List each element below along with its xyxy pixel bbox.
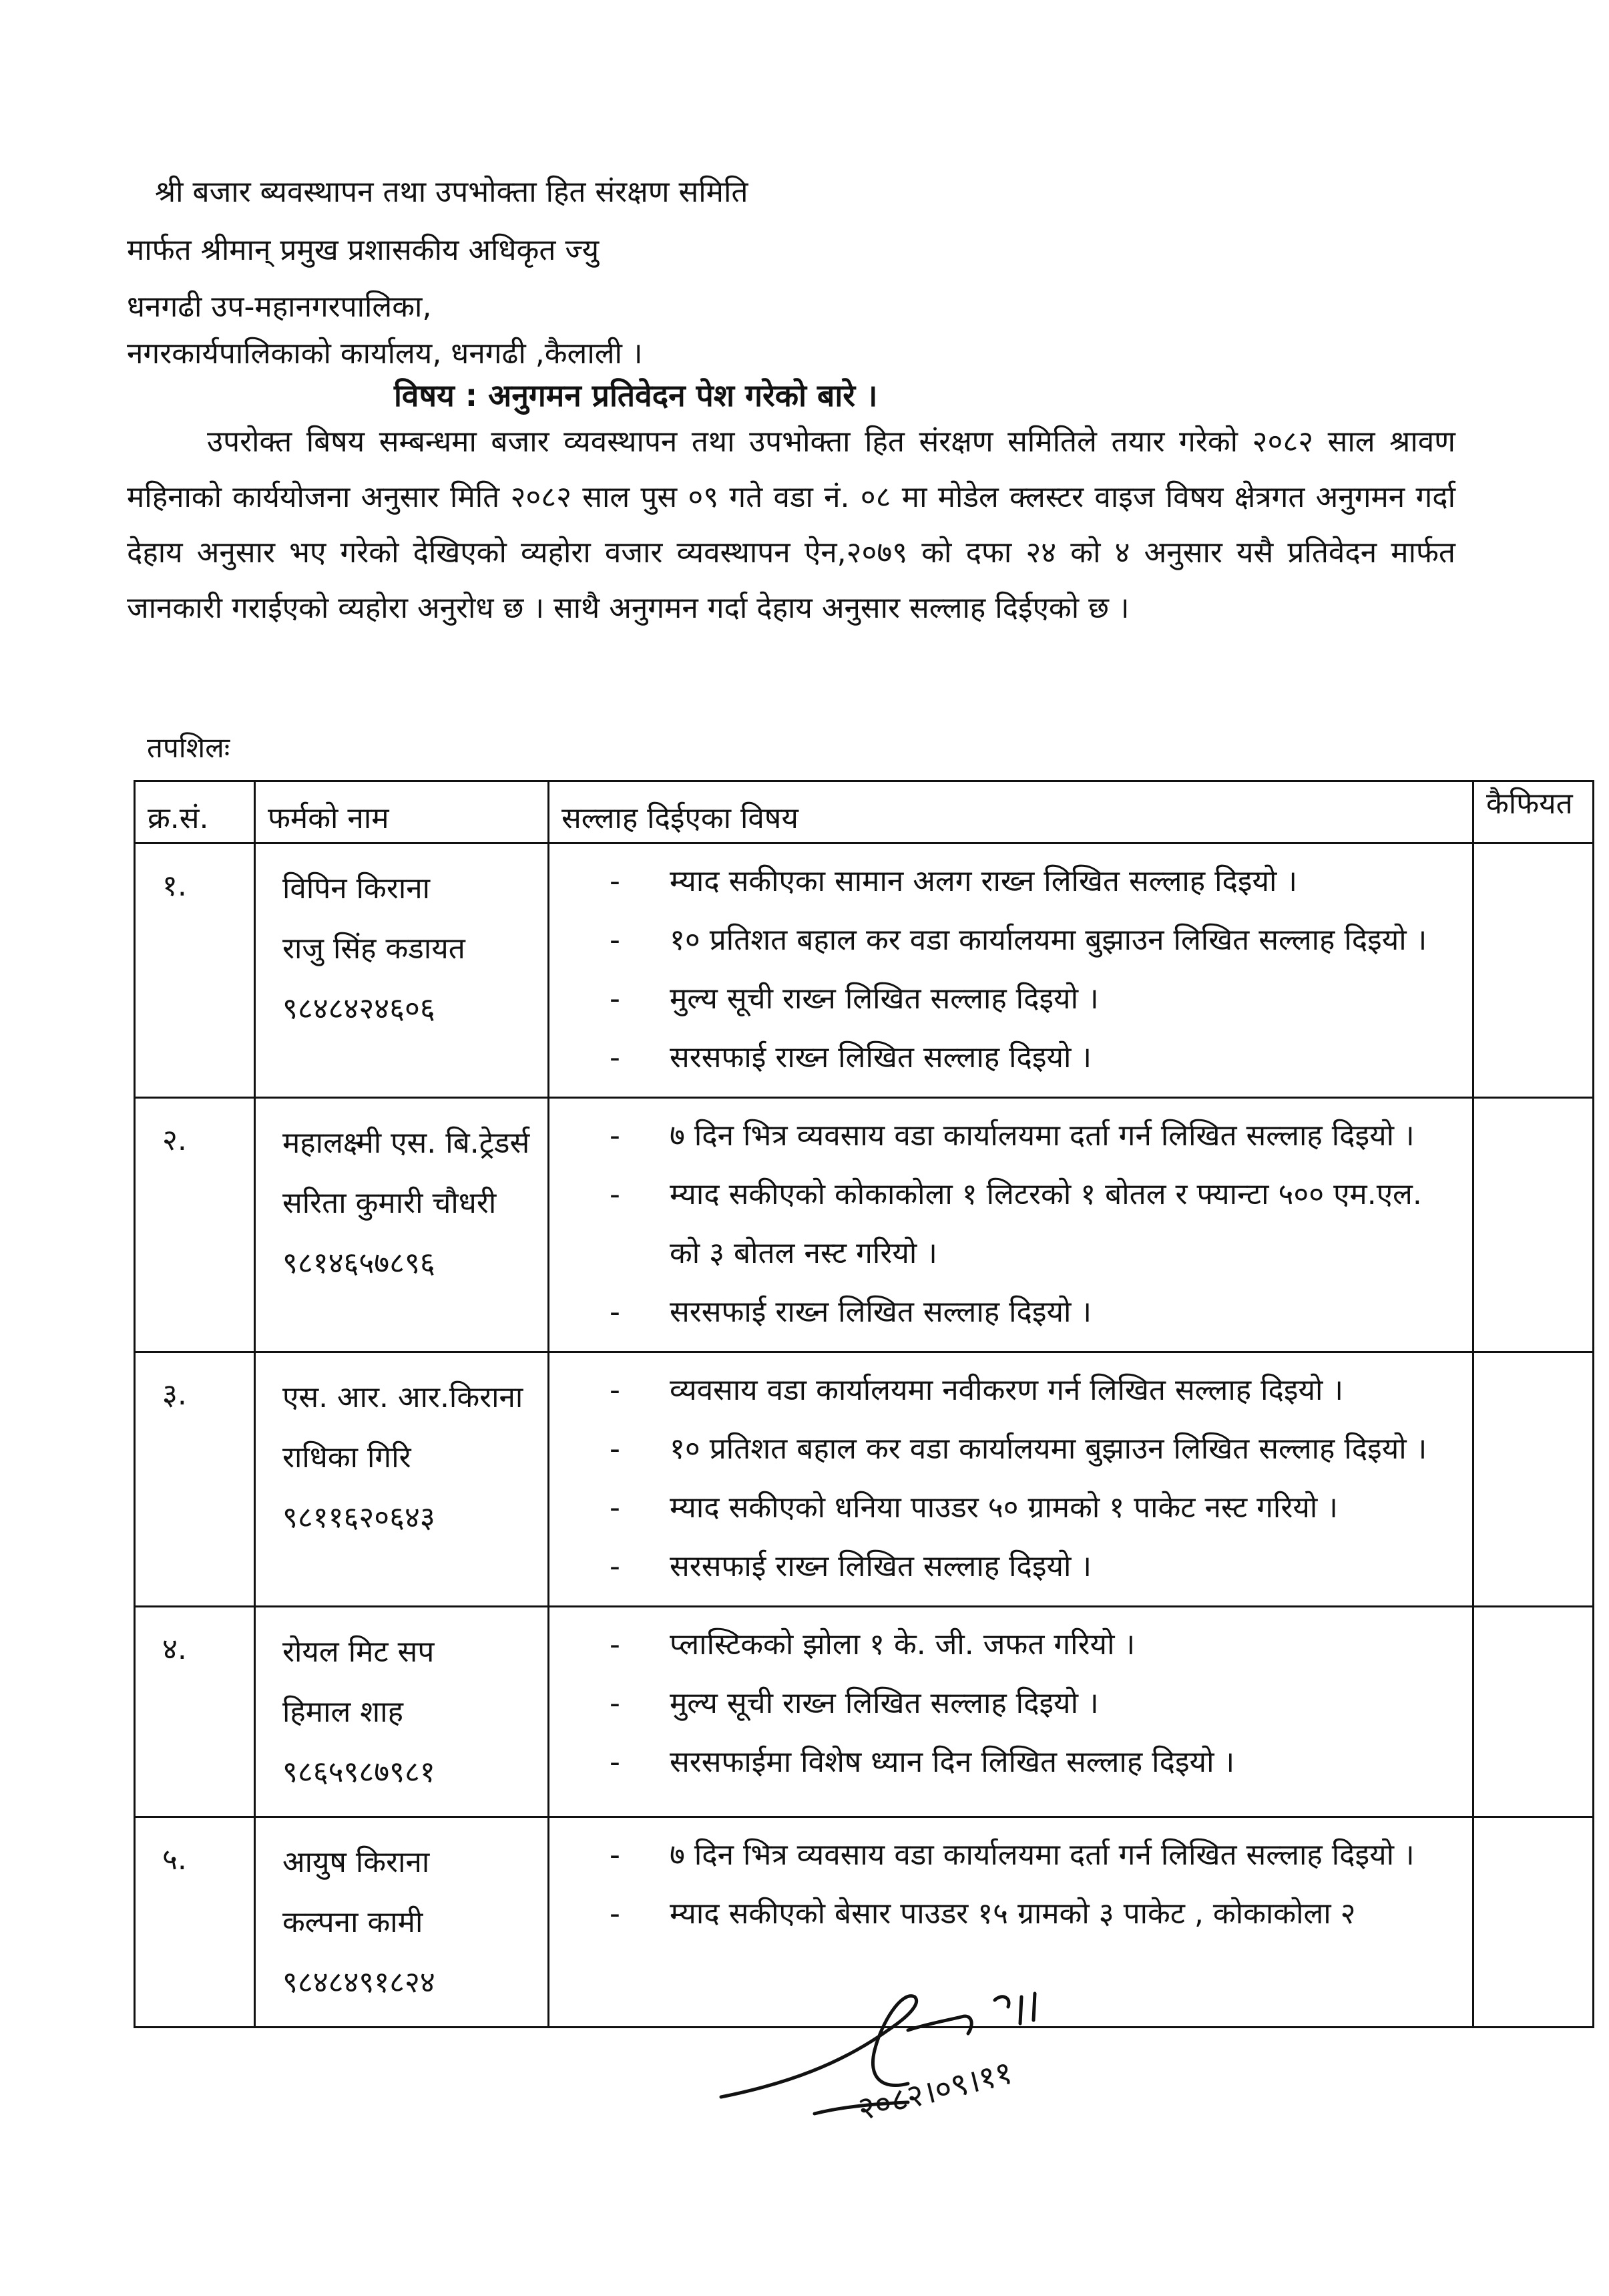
remarks-cell xyxy=(1473,1817,1594,2028)
bullet-dash: - xyxy=(610,1549,620,1583)
firm-name: विपिन किराना xyxy=(282,872,431,906)
row-serial-number: ४. xyxy=(135,1607,255,1817)
advice-item xyxy=(610,1733,1452,1792)
tapashil-label: तपशिलः xyxy=(147,731,230,764)
advice-item xyxy=(610,1283,1452,1342)
header-remarks: कैफियत xyxy=(1473,781,1594,843)
table-row xyxy=(135,1607,1594,1817)
firm-cell xyxy=(255,1607,549,1817)
recipient-line-2: मार्फत श्रीमान् प्रमुख प्रशासकीय अधिकृत ज्यु xyxy=(127,233,600,267)
firm-name: एस. आर. आर.किराना xyxy=(282,1380,523,1414)
signature-stroke-3 xyxy=(995,1993,1035,2024)
advice-item xyxy=(610,911,1452,970)
advice-text: प्लास्टिकको झोला १ के. जी. जफत गरियो । xyxy=(670,1628,1136,1662)
advice-text: म्याद सकीएका सामान अलग राख्न लिखित सल्लाह दिइयो । xyxy=(670,864,1298,898)
table-row xyxy=(135,1352,1594,1607)
remarks-cell xyxy=(1473,1607,1594,1817)
header-firm: फर्मको नाम xyxy=(255,781,549,843)
recipient-line-1: श्री बजार ब्यवस्थापन तथा उपभोक्ता हित संरक्षण समिति xyxy=(155,175,748,209)
bullet-dash: - xyxy=(610,1838,620,1872)
advice-text: ७ दिन भित्र व्यवसाय वडा कार्यालयमा दर्ता गर्न लिखित सल्लाह दिइयो । xyxy=(670,1838,1415,1872)
firm-owner: राधिका गिरि xyxy=(282,1441,411,1475)
advice-text: म्याद सकीएको बेसार पाउडर १५ ग्रामको ३ पाकेट , कोकाकोला २ xyxy=(670,1897,1356,1931)
bullet-dash: - xyxy=(610,1177,620,1211)
bullet-dash: - xyxy=(610,1295,620,1329)
signature-stroke-2 xyxy=(908,2016,971,2034)
firm-phone: ९८४८४९१८२४ xyxy=(282,1965,435,1999)
firm-phone: ९८१४६५७८९६ xyxy=(282,1246,435,1280)
bullet-dash: - xyxy=(610,1040,620,1075)
firm-phone: ९८४८४२४६०६ xyxy=(282,992,435,1026)
remarks-cell xyxy=(1473,843,1594,1098)
firm-owner: सरिता कुमारी चौधरी xyxy=(282,1186,497,1220)
advice-text: सरसफाई राख्न लिखित सल्लाह दिइयो । xyxy=(670,1040,1092,1075)
bullet-dash: - xyxy=(610,1119,620,1153)
bullet-dash: - xyxy=(610,1491,620,1525)
remarks-cell xyxy=(1473,1352,1594,1607)
firm-name: आयुष किराना xyxy=(282,1845,430,1879)
bullet-dash: - xyxy=(610,864,620,898)
advice-cell xyxy=(549,843,1473,1098)
signature-stroke-1 xyxy=(721,1996,917,2097)
table-header-row xyxy=(135,781,1594,843)
advice-item xyxy=(610,1420,1452,1479)
advice-text: ७ दिन भित्र व्यवसाय वडा कार्यालयमा दर्ता गर्न लिखित सल्लाह दिइयो । xyxy=(670,1119,1415,1153)
advice-cell xyxy=(549,1352,1473,1607)
table-row xyxy=(135,1098,1594,1352)
advice-item xyxy=(610,1479,1452,1537)
header-advice: सल्लाह दिईएका विषय xyxy=(549,781,1473,843)
advice-text: व्यवसाय वडा कार्यालयमा नवीकरण गर्न लिखित सल्लाह दिइयो । xyxy=(670,1373,1344,1407)
table-row xyxy=(135,843,1594,1098)
advice-item xyxy=(610,970,1452,1028)
bullet-dash: - xyxy=(610,923,620,957)
firm-phone: ९८११६२०६४३ xyxy=(282,1501,435,1535)
firm-owner: हिमाल शाह xyxy=(282,1695,403,1729)
advice-item xyxy=(610,1028,1452,1087)
firm-cell xyxy=(255,843,549,1098)
advice-table xyxy=(134,780,1594,2028)
advice-text: म्याद सकीएको धनिया पाउडर ५० ग्रामको १ पाकेट नस्ट गरियो । xyxy=(670,1491,1338,1525)
advice-item xyxy=(610,1361,1452,1420)
advice-text: सरसफाई राख्न लिखित सल्लाह दिइयो । xyxy=(670,1295,1092,1329)
recipient-line-3: धनगढी उप-महानगरपालिका, xyxy=(127,290,432,324)
bullet-dash: - xyxy=(610,1745,620,1779)
header-sn: क्र.सं. xyxy=(135,781,255,843)
firm-cell xyxy=(255,1817,549,2028)
advice-text: मुल्य सूची राख्न लिखित सल्लाह दिइयो । xyxy=(670,982,1099,1016)
bullet-dash: - xyxy=(610,1897,620,1931)
advice-item xyxy=(610,1885,1452,1943)
signature xyxy=(708,1983,1122,2144)
advice-cell xyxy=(549,1607,1473,1817)
advice-text: म्याद सकीएको कोकाकोला १ लिटरको १ बोतल र फ्यान्टा ५०० एम.एल. को ३ बोतल नस्ट गरियो । xyxy=(670,1177,1422,1270)
advice-text: सरसफाई राख्न लिखित सल्लाह दिइयो । xyxy=(670,1549,1092,1583)
advice-text: मुल्य सूची राख्न लिखित सल्लाह दिइयो । xyxy=(670,1686,1099,1720)
advice-item xyxy=(610,1615,1452,1674)
advice-item xyxy=(610,1165,1452,1283)
bullet-dash: - xyxy=(610,1432,620,1466)
advice-item xyxy=(610,1826,1452,1885)
row-serial-number: ३. xyxy=(135,1352,255,1607)
body-paragraph: उपरोक्त बिषय सम्बन्धमा बजार व्यवस्थापन तथा उपभोक्ता हित संरक्षण समितिले तयार गरेको २०८२ साल श्रावण महिनाको कार्ययोजना अनुसार मिति २०८२ साल पुस ०९ गते वडा नं. ०८ मा मोडेल क्लस्टर वाइज विषय क्षेत्रगत अनुगमन गर्दा देहाय अनुसार भए गरेको देखिएको व्यहोरा वजार व्यवस्थापन ऐन,२०७९ को दफा २४ को ४ अनुसार यसै प्रतिवेदन मार्फत जानकारी गराईएको व्यहोरा अनुरोध छ । साथै अनुगमन गर्दा देहाय अनुसार सल्लाह दिईएको छ । xyxy=(127,425,1455,625)
advice-text: १० प्रतिशत बहाल कर वडा कार्यालयमा बुझाउन लिखित सल्लाह दिइयो । xyxy=(670,1432,1427,1466)
firm-owner: राजु सिंह कडायत xyxy=(282,932,465,966)
advice-text: १० प्रतिशत बहाल कर वडा कार्यालयमा बुझाउन लिखित सल्लाह दिइयो । xyxy=(670,923,1427,957)
advice-cell xyxy=(549,1098,1473,1352)
advice-item xyxy=(610,1107,1452,1165)
firm-name: रोयल मिट सप xyxy=(282,1635,435,1669)
remarks-cell xyxy=(1473,1098,1594,1352)
advice-item xyxy=(610,1537,1452,1596)
subject-heading: विषय : अनुगमन प्रतिवेदन पेश गरेको बारे । xyxy=(394,377,878,413)
row-serial-number: १. xyxy=(135,843,255,1098)
table-body xyxy=(135,843,1594,2028)
firm-owner: कल्पना कामी xyxy=(282,1905,423,1939)
firm-cell xyxy=(255,1098,549,1352)
bullet-dash: - xyxy=(610,1628,620,1662)
firm-name: महालक्ष्मी एस. बि.ट्रेडर्स xyxy=(282,1126,530,1160)
row-serial-number: २. xyxy=(135,1098,255,1352)
advice-text: सरसफाईमा विशेष ध्यान दिन लिखित सल्लाह दिइयो । xyxy=(670,1745,1235,1779)
advice-item xyxy=(610,1674,1452,1733)
row-serial-number: ५. xyxy=(135,1817,255,2028)
advice-item xyxy=(610,852,1452,911)
firm-phone: ९८६५९८७९८१ xyxy=(282,1755,435,1789)
signature-date: २०८२।०९।११ xyxy=(854,2054,1016,2128)
bullet-dash: - xyxy=(610,982,620,1016)
bullet-dash: - xyxy=(610,1686,620,1720)
recipient-line-4: नगरकार्यपालिकाको कार्यालय, धनगढी ,कैलाली । xyxy=(127,337,643,371)
bullet-dash: - xyxy=(610,1373,620,1407)
firm-cell xyxy=(255,1352,549,1607)
